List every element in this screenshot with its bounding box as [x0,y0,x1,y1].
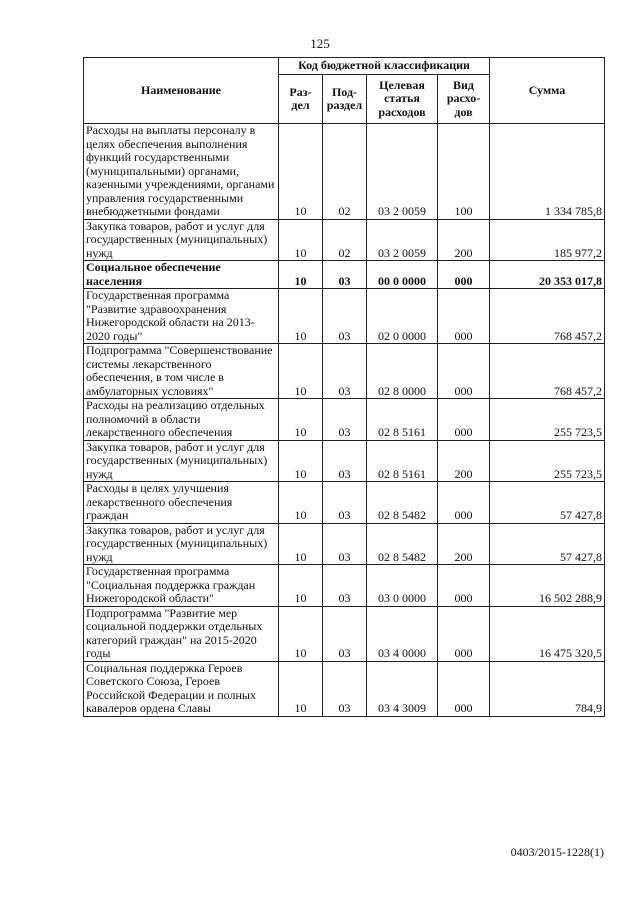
cell-podrazdel: 03 [323,261,367,289]
table-row [84,440,605,482]
table-row [84,289,605,344]
cell-sum: 784,9 [490,661,605,716]
table-row [84,661,605,716]
cell-vid: 200 [438,219,490,261]
cell-sum: 1 334 785,8 [490,124,605,220]
cell-target: 03 4 0000 [367,606,438,661]
cell-sum: 255 723,5 [490,440,605,482]
cell-podrazdel: 03 [323,606,367,661]
cell-name: Расходы на реализацию отдельных полномочий в области лекарственного обеспечения [84,399,279,441]
cell-name: Социальная поддержка Героев Советского Союза, Героев Российской Федерации и полных кавалеров ордена Славы [84,661,279,716]
cell-podrazdel: 03 [323,482,367,524]
cell-name: Социальное обеспечение населения [84,261,279,289]
cell-razdel: 10 [279,219,323,261]
table-row [84,124,605,220]
cell-razdel: 10 [279,344,323,399]
table-row [84,482,605,524]
cell-vid: 000 [438,289,490,344]
cell-podrazdel: 02 [323,124,367,220]
cell-podrazdel: 03 [323,289,367,344]
cell-target: 02 8 5161 [367,440,438,482]
cell-sum: 185 977,2 [490,219,605,261]
header-classification: Код бюджетной классификации [279,58,490,75]
cell-vid: 000 [438,399,490,441]
cell-target: 02 8 5482 [367,523,438,565]
cell-sum: 16 475 320,5 [490,606,605,661]
cell-name: Подпрограмма "Развитие мер социальной поддержки отдельных категорий граждан" на 2015-2020 годы [84,606,279,661]
cell-vid: 200 [438,523,490,565]
cell-target: 02 8 5482 [367,482,438,524]
cell-name: Закупка товаров, работ и услуг для государственных (муниципальных) нужд [84,440,279,482]
cell-name: Расходы в целях улучшения лекарственного обеспечения граждан [84,482,279,524]
cell-razdel: 10 [279,523,323,565]
cell-podrazdel: 03 [323,399,367,441]
cell-vid: 000 [438,482,490,524]
cell-sum: 16 502 288,9 [490,565,605,607]
cell-podrazdel: 03 [323,565,367,607]
cell-razdel: 10 [279,124,323,220]
cell-podrazdel: 03 [323,344,367,399]
table-row [84,606,605,661]
table-row [84,219,605,261]
cell-vid: 000 [438,661,490,716]
cell-sum: 20 353 017,8 [490,261,605,289]
cell-razdel: 10 [279,289,323,344]
cell-vid: 100 [438,124,490,220]
header-razdel: Раз- дел [279,75,323,124]
cell-target: 02 8 5161 [367,399,438,441]
cell-razdel: 10 [279,440,323,482]
cell-razdel: 10 [279,606,323,661]
cell-razdel: 10 [279,482,323,524]
cell-vid: 200 [438,440,490,482]
cell-podrazdel: 03 [323,523,367,565]
cell-name: Закупка товаров, работ и услуг для государственных (муниципальных) нужд [84,523,279,565]
header-vid: Вид расхо- дов [438,75,490,124]
cell-target: 02 8 0000 [367,344,438,399]
cell-name: Государственная программа "Социальная поддержка граждан Нижегородской области" [84,565,279,607]
cell-podrazdel: 03 [323,440,367,482]
cell-vid: 000 [438,344,490,399]
page-number: 125 [310,36,330,51]
cell-target: 03 2 0059 [367,219,438,261]
cell-name: Подпрограмма "Совершенствование системы лекарственного обеспечения, в том числе в амбулаторных условиях" [84,344,279,399]
cell-sum: 768 457,2 [490,344,605,399]
cell-target: 03 2 0059 [367,124,438,220]
table-row [84,261,605,289]
cell-name: Государственная программа "Развитие здравоохранения Нижегородской области на 2013-2020 годы" [84,289,279,344]
cell-sum: 255 723,5 [490,399,605,441]
cell-razdel: 10 [279,261,323,289]
cell-vid: 000 [438,606,490,661]
budget-table [83,57,605,717]
cell-name: Закупка товаров, работ и услуг для государственных (муниципальных) нужд [84,219,279,261]
cell-razdel: 10 [279,661,323,716]
cell-razdel: 10 [279,399,323,441]
cell-target: 00 0 0000 [367,261,438,289]
header-podrazdel: Под- раздел [323,75,367,124]
cell-target: 02 0 0000 [367,289,438,344]
document-code: 0403/2015-1228(1) [510,845,604,859]
cell-target: 03 4 3009 [367,661,438,716]
cell-sum: 768 457,2 [490,289,605,344]
cell-vid: 000 [438,565,490,607]
header-name: Наименование [84,58,279,124]
header-sum: Сумма [490,58,605,124]
cell-name: Расходы на выплаты персоналу в целях обеспечения выполнения функций государственными (муниципальными) органами, казенными учреждениями, органами управления государственными внебюджетными фондами [84,124,279,220]
cell-sum: 57 427,8 [490,523,605,565]
header-target: Целевая статья расходов [367,75,438,124]
cell-razdel: 10 [279,565,323,607]
table-row [84,399,605,441]
cell-podrazdel: 02 [323,219,367,261]
table-row [84,523,605,565]
table-row [84,344,605,399]
table-row [84,565,605,607]
cell-target: 03 0 0000 [367,565,438,607]
cell-vid: 000 [438,261,490,289]
cell-sum: 57 427,8 [490,482,605,524]
cell-podrazdel: 03 [323,661,367,716]
